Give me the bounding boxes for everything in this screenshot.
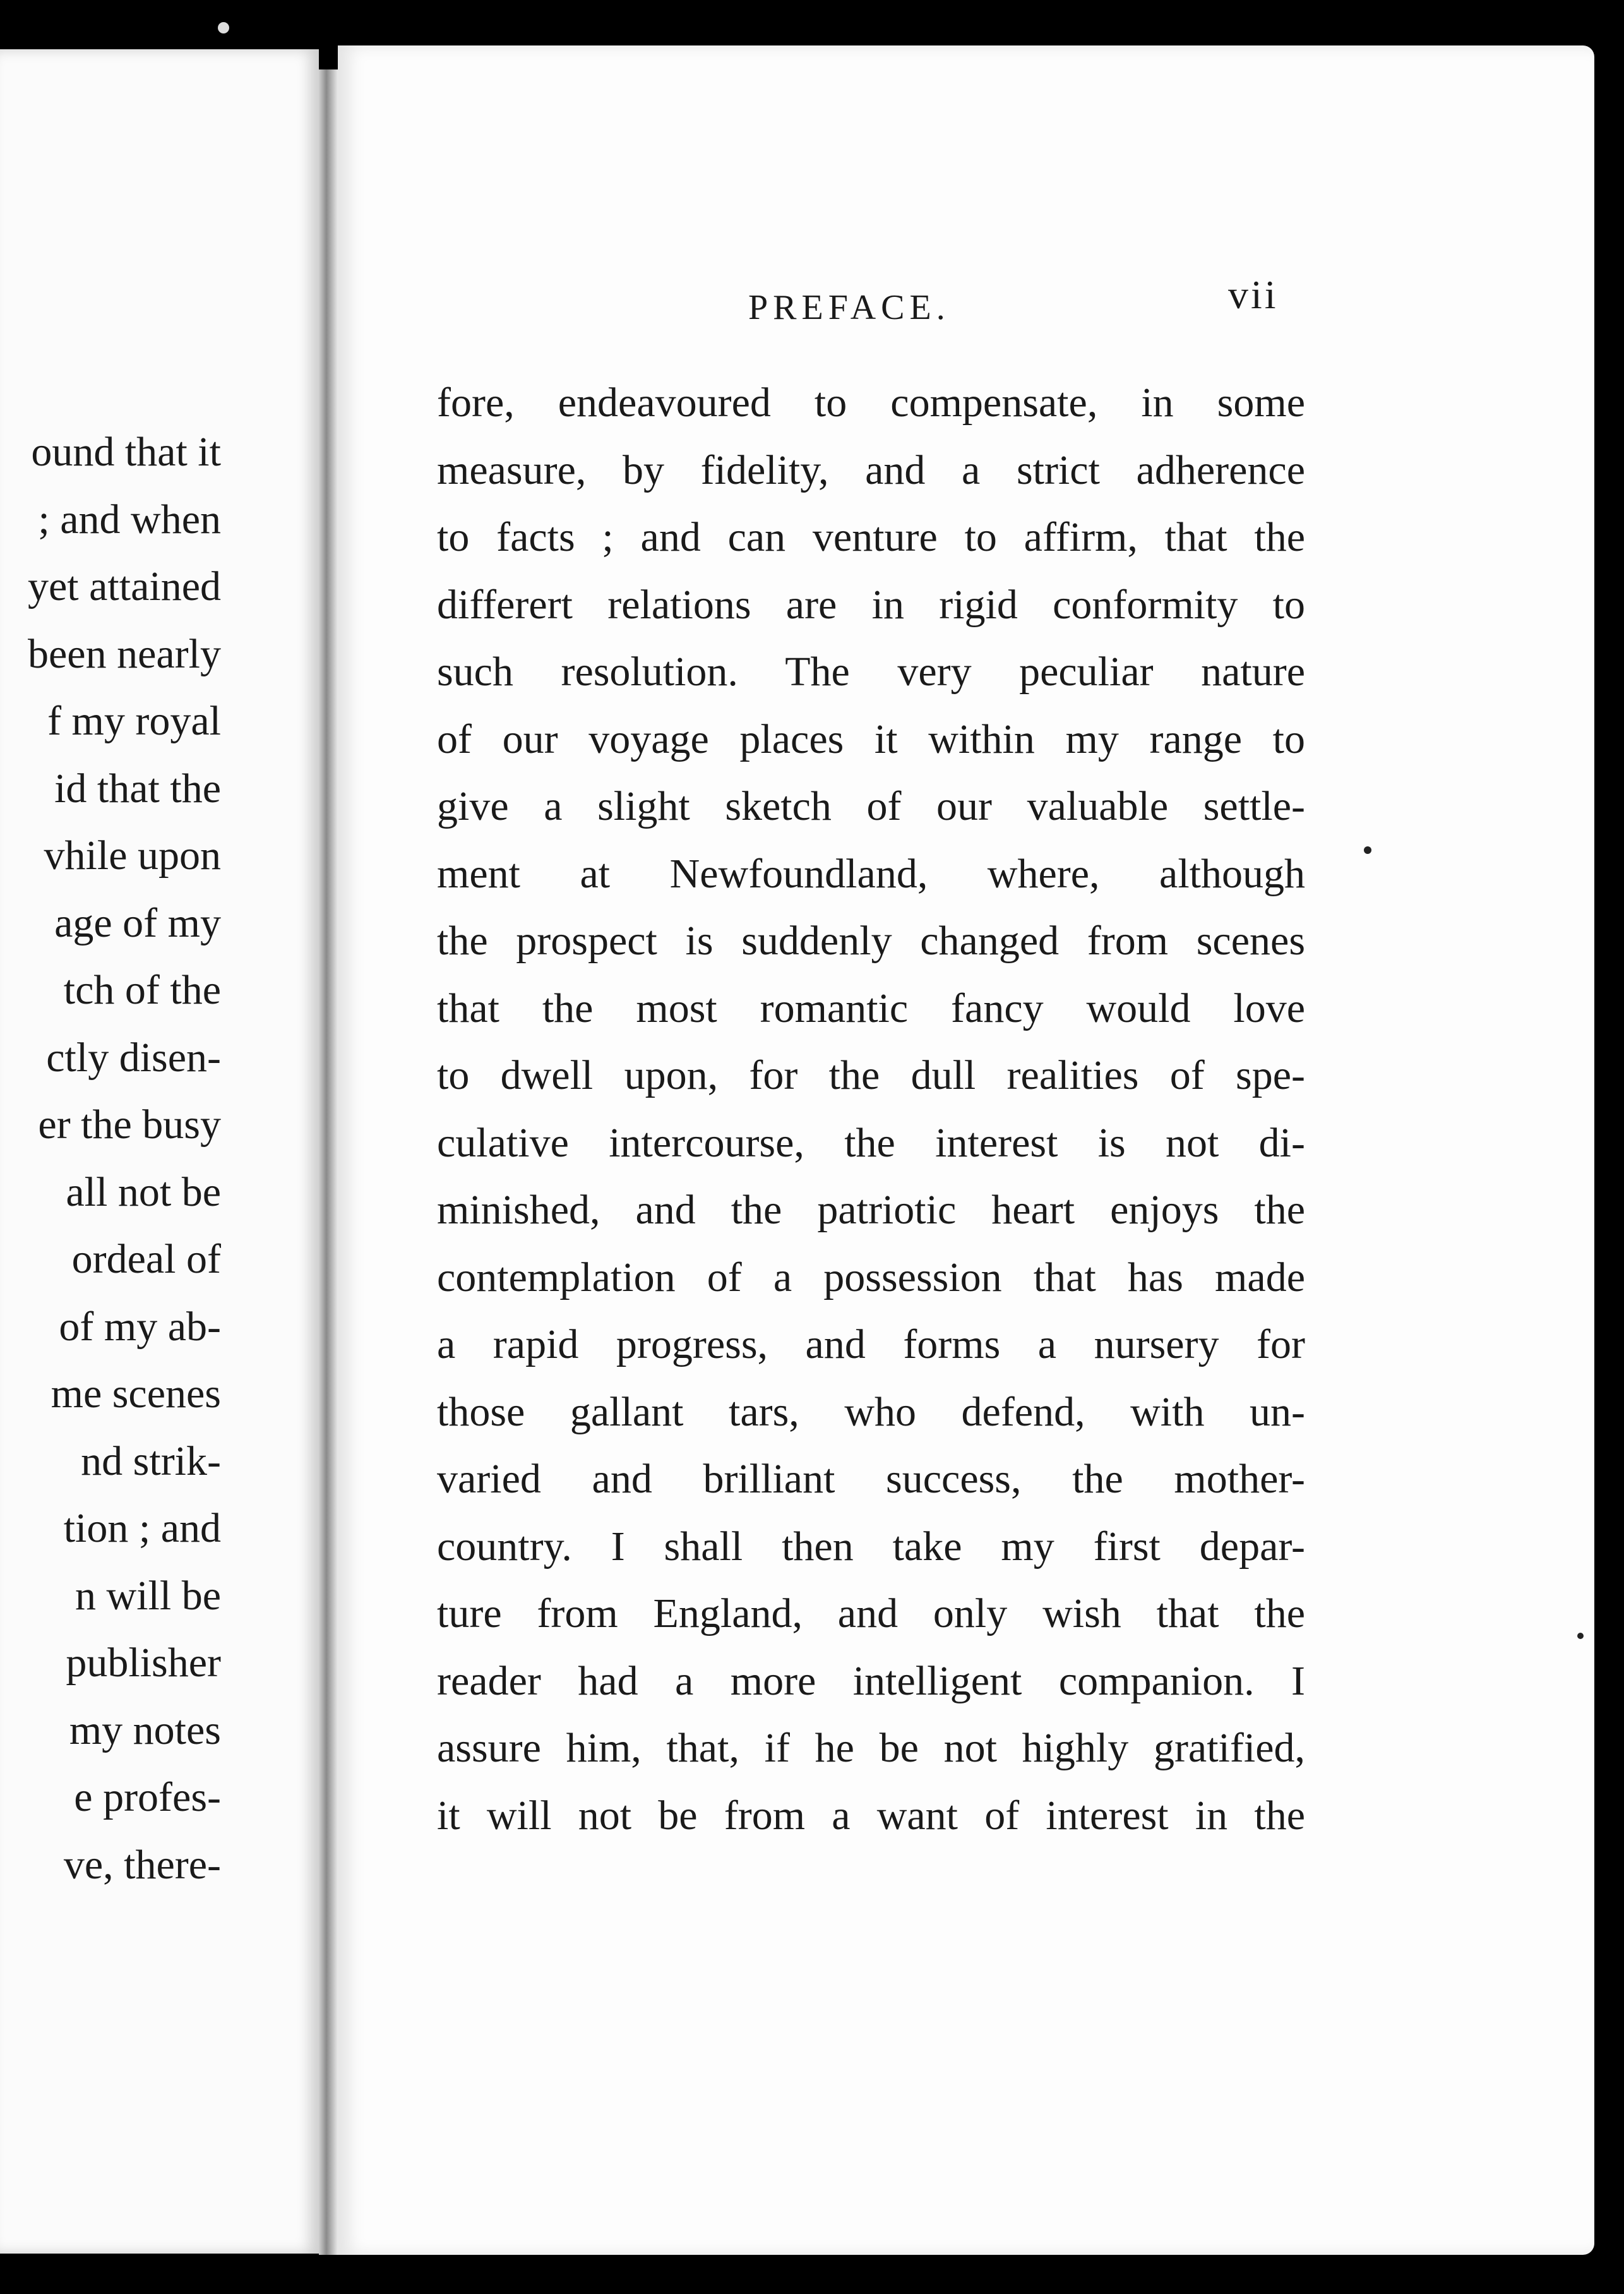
left-line: all not be	[66, 1168, 221, 1215]
text-line: those gallant tars, who defend, with un-	[437, 1388, 1305, 1435]
left-line: ound that it	[31, 429, 221, 475]
left-line: tch of the	[63, 967, 221, 1013]
text-line: ment at Newfoundland, where, although	[437, 850, 1305, 897]
left-line: ve, there-	[63, 1841, 221, 1888]
left-page	[0, 49, 319, 2254]
text-line: ture from England, and only wish that the	[437, 1590, 1305, 1636]
left-line: been nearly	[28, 630, 221, 677]
text-line: it will not be from a want of interest in the	[437, 1792, 1305, 1839]
left-line: nd strik-	[81, 1438, 221, 1484]
left-page-text	[0, 419, 221, 1899]
left-line: yet attained	[27, 563, 221, 610]
text-line: contemplation of a possession that has made	[437, 1254, 1305, 1300]
left-line: age of my	[54, 899, 221, 946]
text-line: varied and brilliant success, the mother-	[437, 1456, 1305, 1502]
scan-speck	[1364, 846, 1371, 854]
body-text	[437, 369, 1305, 1849]
text-line: a rapid progress, and forms a nursery for	[437, 1321, 1305, 1367]
text-line: measure, by fidelity, and a strict adherence	[437, 447, 1305, 493]
left-line: ctly disen-	[46, 1034, 221, 1081]
left-line: my notes	[69, 1707, 221, 1753]
left-line: vhile upon	[44, 832, 221, 879]
page-number: vii	[1228, 272, 1279, 317]
text-line: the prospect is suddenly changed from scenes	[437, 918, 1305, 964]
scan-speck	[218, 22, 229, 33]
text-line: of our voyage places it within my range to	[437, 716, 1305, 762]
left-line: of my ab-	[59, 1303, 221, 1350]
left-line: id that the	[54, 765, 221, 812]
left-line: tion ; and	[63, 1505, 221, 1551]
text-line: to facts ; and can venture to affirm, that the	[437, 514, 1305, 560]
text-line: assure him, that, if he be not highly gratified,	[437, 1725, 1305, 1771]
text-line: minished, and the patriotic heart enjoys the	[437, 1187, 1305, 1233]
book-gutter	[319, 69, 338, 2255]
text-line: country. I shall then take my first depar-	[437, 1523, 1305, 1570]
text-line: culative intercourse, the interest is not di-	[437, 1119, 1305, 1166]
text-line: such resolution. The very peculiar nature	[437, 649, 1305, 695]
running-head: PREFACE.	[748, 288, 950, 327]
scan-speck	[1577, 1633, 1584, 1639]
text-line: differert relations are in rigid conformity to	[437, 581, 1305, 628]
left-line: n will be	[75, 1572, 221, 1619]
text-line: give a slight sketch of our valuable settle-	[437, 783, 1305, 829]
text-line: fore, endeavoured to compensate, in some	[437, 380, 1305, 426]
left-line: ordeal of	[71, 1236, 221, 1282]
left-line: publisher	[66, 1640, 221, 1686]
left-line: er the busy	[38, 1102, 221, 1148]
text-line: to dwell upon, for the dull realities of spe-	[437, 1052, 1305, 1098]
left-line: ; and when	[38, 496, 221, 543]
left-line: me scenes	[51, 1371, 221, 1417]
text-line: reader had a more intelligent companion. I	[437, 1657, 1305, 1704]
text-line: that the most romantic fancy would love	[437, 985, 1305, 1031]
left-line: f my royal	[47, 698, 221, 744]
left-line: e profes-	[74, 1774, 221, 1820]
